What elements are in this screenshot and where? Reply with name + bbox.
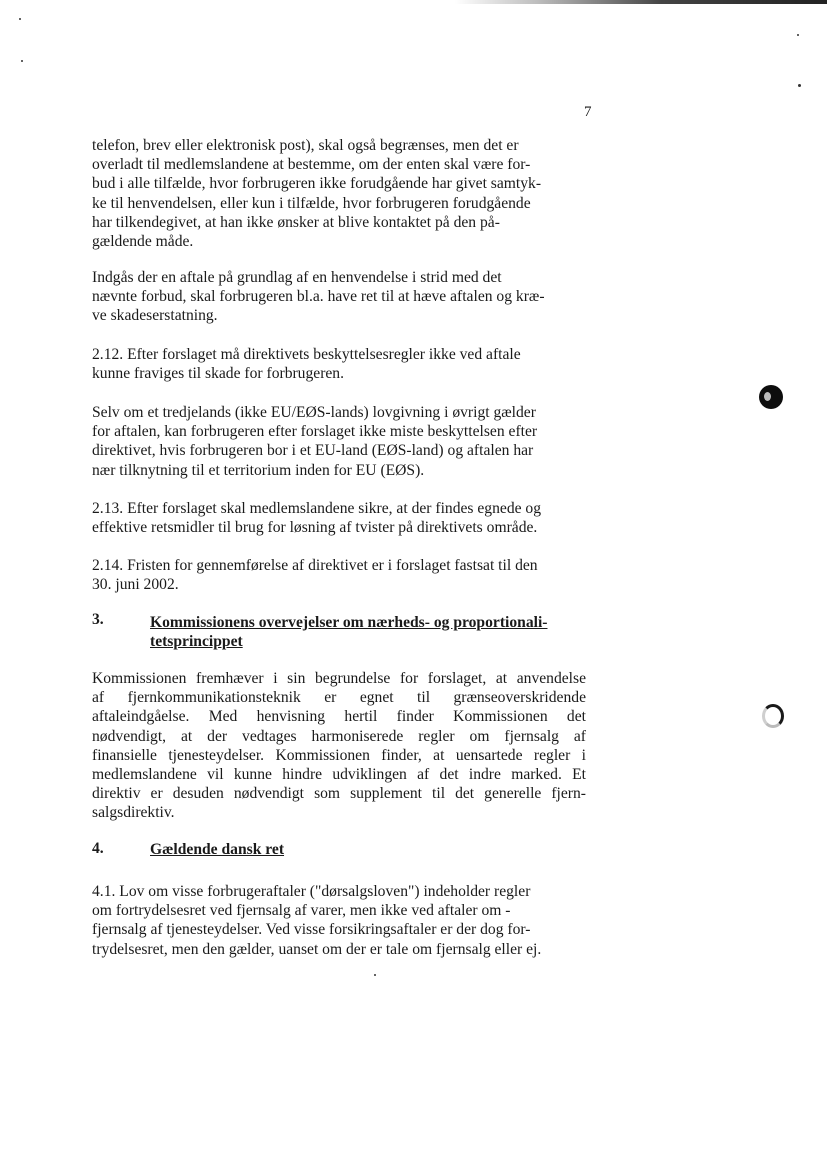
text-line: telefon, brev eller elektronisk post), skal også begrænses, men det er <box>92 137 519 154</box>
text-line: fjernsalg af tjenesteydelser. Ved visse forsikringsaftaler er der dog for- <box>92 921 531 939</box>
text-line: 2.12. Efter forslaget må direktivets beskyttelsesregler ikke ved aftale <box>92 346 521 363</box>
scan-speck <box>798 84 801 87</box>
text-line: om fortrydelsesret ved fjernsalg af varer, men ikke ved aftaler om - <box>92 902 511 920</box>
scan-top-edge <box>0 0 827 4</box>
punch-hole-mark <box>762 704 784 728</box>
text-line: direktivet, hvis forbrugeren bor i et EU-land (EØS-land) og aftalen har <box>92 442 534 460</box>
text-line: salgsdirektiv. <box>92 804 175 822</box>
section-number: 3. <box>92 611 104 628</box>
text-line: nødvendigt, at der vedtages harmoniserede regler om fjernsalg af <box>92 727 586 745</box>
punch-hole-mark <box>759 385 783 409</box>
text-line: har tilkendegivet, at han ikke ønsker at blive kontaktet på den på- <box>92 213 500 231</box>
text-line: medlemslandene vil kunne hindre udviklingen af det indre marked. Et <box>92 766 586 784</box>
text-line: overladt til medlemslandene at bestemme, om der enten skal være for- <box>92 156 531 174</box>
paragraph <box>92 669 586 823</box>
scan-speck <box>374 974 376 976</box>
scan-speck <box>21 60 23 62</box>
text-line: gældende måde. <box>92 233 194 251</box>
paragraph <box>92 136 586 251</box>
text-line: Indgås der en aftale på grundlag af en henvendelse i strid med det <box>92 269 502 286</box>
text-line: direktiv er desuden nødvendigt som supplement til det generelle fjern- <box>92 785 586 803</box>
page-number: 7 <box>584 104 592 120</box>
text-line: nær tilknytning til et territorium inden for EU (EØS). <box>92 461 425 479</box>
text-line: af fjernkommunikationsteknik er egnet til grænseoverskridende <box>92 689 586 707</box>
text-line: nævnte forbud, skal forbrugeren bl.a. have ret til at hæve aftalen og kræ- <box>92 288 545 306</box>
section-heading <box>150 613 590 651</box>
heading-line: tetsprincippet <box>150 633 243 651</box>
paragraph <box>92 499 586 537</box>
paragraph <box>92 882 586 959</box>
text-line: trydelsesret, men den gælder, uanset om der er tale om fjernsalg eller ej. <box>92 940 542 958</box>
section-heading: Gældende dansk ret <box>150 841 285 858</box>
text-line: ke til henvendelsen, eller kun i tilfælde, hvor forbrugeren forudgående <box>92 194 531 212</box>
text-line: bud i alle tilfælde, hvor forbrugeren ikke forudgående har givet samtyk- <box>92 175 542 193</box>
text-line: effektive retsmidler til brug for løsning af tvister på direktivets område. <box>92 519 538 537</box>
paragraph <box>92 268 586 326</box>
text-line: kunne fraviges til skade for forbrugeren. <box>92 365 345 383</box>
text-line: ve skadeserstatning. <box>92 307 218 325</box>
section-number: 4. <box>92 840 104 857</box>
text-line: 30. juni 2002. <box>92 576 179 594</box>
paragraph <box>92 345 586 383</box>
text-line: 4.1. Lov om visse forbrugeraftaler ("dørsalgsloven") indeholder regler <box>92 883 531 900</box>
text-line: for aftalen, kan forbrugeren efter forslaget ikke miste beskyttelsen efter <box>92 423 538 441</box>
text-line: aftaleindgåelse. Med henvisning hertil finder Kommissionen det <box>92 708 586 726</box>
text-line: Kommissionen fremhæver i sin begrundelse for forslaget, at anvendelse <box>92 670 586 687</box>
paragraph <box>92 556 586 594</box>
text-line: finansielle tjenesteydelser. Kommissionen finder, at uensartede regler i <box>92 746 586 764</box>
scan-speck <box>19 18 21 20</box>
text-line: 2.14. Fristen for gennemførelse af direktivet er i forslaget fastsat til den <box>92 557 538 574</box>
text-line: Selv om et tredjelands (ikke EU/EØS-lands) lovgivning i øvrigt gælder <box>92 404 536 421</box>
heading-line: Kommissionens overvejelser om nærheds- og proportionali- <box>150 614 548 631</box>
scan-speck <box>797 34 799 36</box>
text-line: 2.13. Efter forslaget skal medlemslandene sikre, at der findes egnede og <box>92 500 542 517</box>
paragraph <box>92 403 586 480</box>
